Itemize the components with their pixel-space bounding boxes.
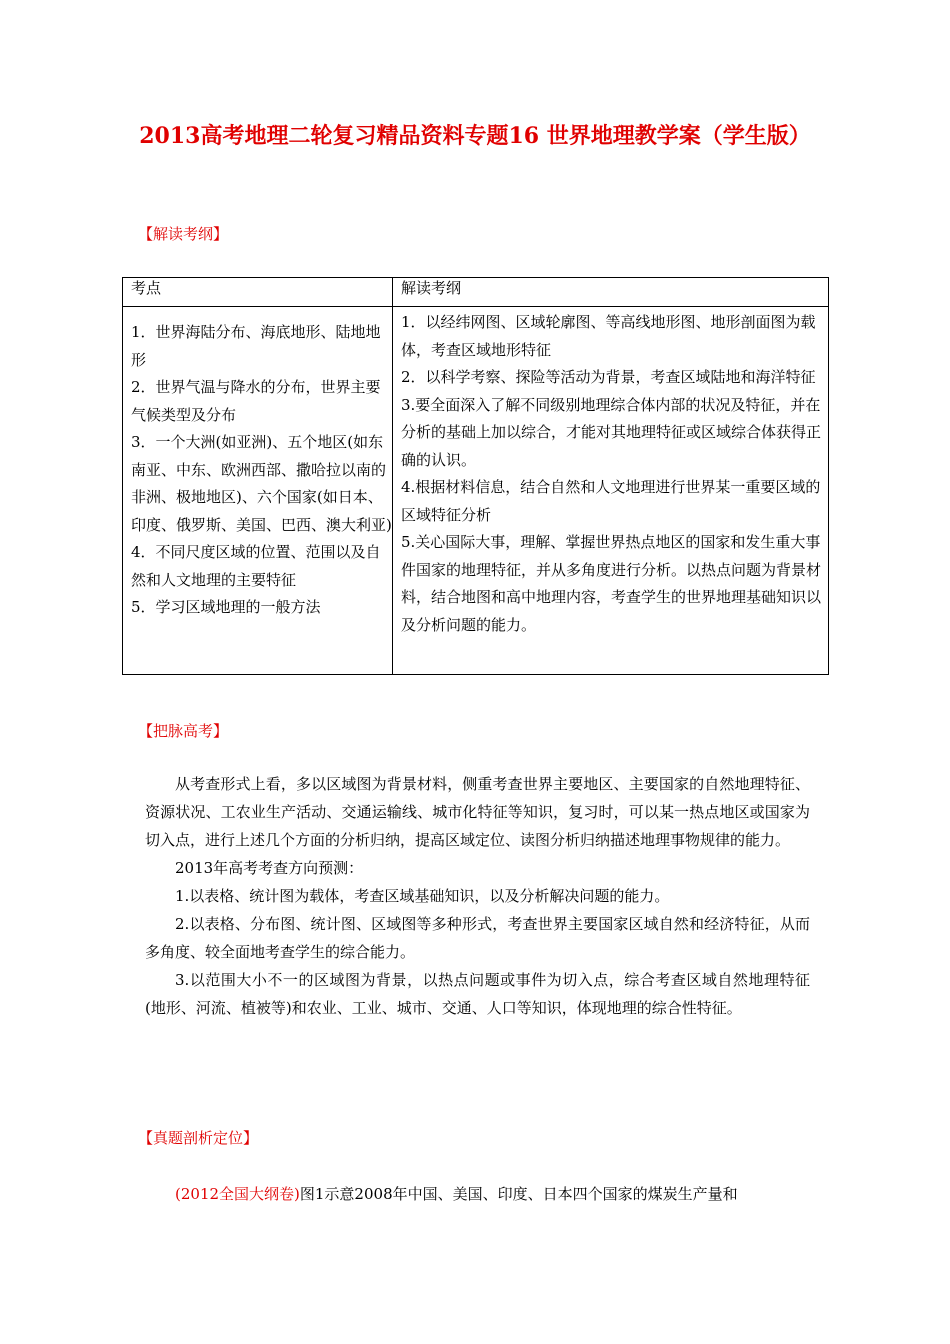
paragraph: 3.以范围大小不一的区域图为背景，以热点问题或事件为切入点，综合考查区域自然地理特征(地形、河流、植被等)和农业、工业、城市、交通、人口等知识，体现地理的综合性特征。 — [145, 971, 810, 1017]
paragraph — [145, 1180, 810, 1208]
zhenti-body — [145, 1180, 810, 1208]
jiedu-cell — [393, 307, 829, 675]
page-title: 2013高考地理二轮复习精品资料专题16 世界地理教学案（学生版） — [139, 123, 811, 149]
question-source: (2012全国大纲卷) — [175, 1185, 300, 1203]
jiedu-item: 3.要全面深入了解不同级别地理综合体内部的状况及特征，并在分析的基础上加以综合，才能对其地理特征或区域综合体获得正确的认识。 — [401, 395, 822, 469]
section-heading-jiedu: 【解读考纲】 — [138, 225, 229, 243]
kaodian-cell — [123, 307, 393, 675]
kaodian-item: 2．世界气温与降水的分布，世界主要气候类型及分布 — [131, 378, 381, 424]
paragraph: 从考查形式上看，多以区域图为背景材料，侧重考查世界主要地区、主要国家的自然地理特征、资源状况、工农业生产活动、交通运输线、城市化特征等知识，复习时，可以某一热点地区或国家为切入点，进行上述几个方面的分析归纳，提高区域定位、读图分析归纳描述地理事物规律的能力。 — [145, 775, 810, 849]
question-text: 图1示意2008年中国、美国、印度、日本四个国家的煤炭生产量和 — [299, 1185, 738, 1203]
paragraph: 1.以表格、统计图为载体，考查区域基础知识，以及分析解决问题的能力。 — [175, 887, 670, 905]
kaodian-item: 4．不同尺度区域的位置、范围以及自然和人文地理的主要特征 — [131, 543, 381, 589]
paragraph: 2.以表格、分布图、统计图、区域图等多种形式，考查世界主要国家区域自然和经济特征，从而多角度、较全面地考查学生的综合能力。 — [145, 915, 810, 961]
table-header-kaodian: 考点 — [123, 278, 393, 307]
bamai-body — [145, 770, 810, 1022]
kaodian-item: 3．一个大洲(如亚洲)、五个地区(如东南亚、中东、欧洲西部、撒哈拉以南的非洲、极地地区)、六个国家(如日本、印度、俄罗斯、美国、巴西、澳大利亚) — [131, 433, 392, 534]
kaodian-item: 5．学习区域地理的一般方法 — [131, 598, 321, 616]
kaodian-item: 1．世界海陆分布、海底地形、陆地地形 — [131, 323, 381, 369]
jiedu-item: 4.根据材料信息，结合自然和人文地理进行世界某一重要区域的区域特征分析 — [401, 478, 821, 524]
jiedu-item: 2．以科学考察、探险等活动为背景，考查区域陆地和海洋特征 — [401, 368, 816, 386]
section-heading-bamai: 【把脉高考】 — [138, 722, 229, 740]
section-heading-zhenti: 【真题剖析定位】 — [138, 1129, 259, 1147]
table-header-jiedu: 解读考纲 — [393, 278, 829, 307]
jiedu-item: 5.关心国际大事，理解、掌握世界热点地区的国家和发生重大事件国家的地理特征，并从多角度进行分析。以热点问题为背景材料，结合地图和高中地理内容，考查学生的世界地理基础知识以及分析问题的能力。 — [401, 533, 822, 634]
table-row — [123, 307, 829, 675]
jiedu-item: 1．以经纬网图、区域轮廓图、等高线地形图、地形剖面图为载体，考查区域地形特征 — [401, 313, 816, 359]
table-header-row — [123, 278, 829, 307]
kaogang-table — [122, 277, 829, 675]
paragraph: 2013年高考考查方向预测： — [175, 859, 364, 877]
